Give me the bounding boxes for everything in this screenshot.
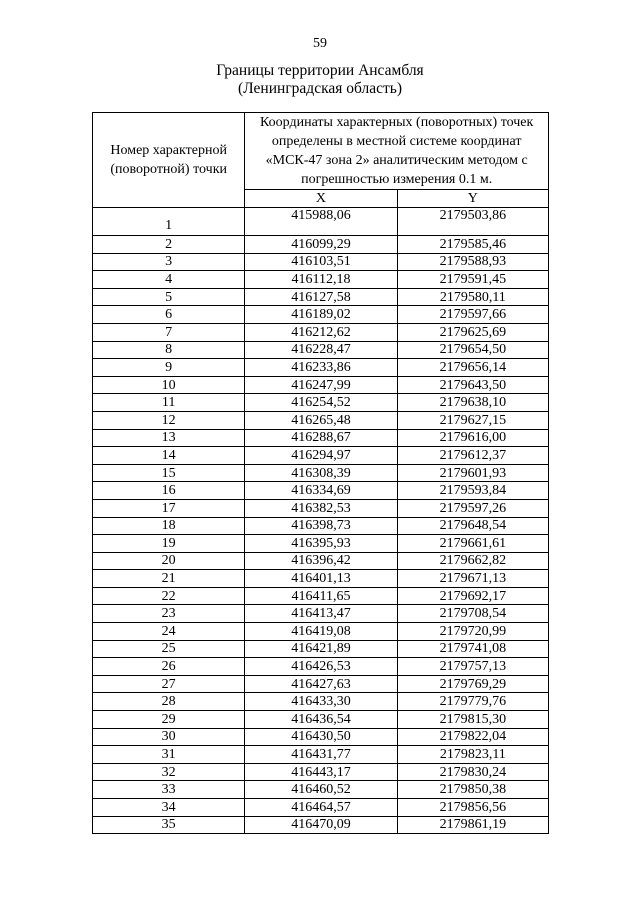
point-number-cell: 24 [93,623,245,641]
x-coordinate-cell: 416413,47 [245,605,397,623]
y-coordinate-cell: 2179830,24 [397,763,548,781]
x-coordinate-cell: 416334,69 [245,482,397,500]
table-row [93,464,549,482]
table-row [93,499,549,517]
y-coordinate-cell: 2179661,61 [397,535,548,553]
x-coordinate-cell: 416396,42 [245,552,397,570]
table-row [93,570,549,588]
point-number-cell: 7 [93,323,245,341]
y-coordinate-cell: 2179856,56 [397,799,548,817]
y-coordinate-cell: 2179627,15 [397,411,548,429]
x-coordinate-cell: 416411,65 [245,587,397,605]
x-coordinate-cell: 416426,53 [245,658,397,676]
table-row [93,394,549,412]
table-row [93,763,549,781]
x-coordinate-cell: 416228,47 [245,341,397,359]
table-row [93,711,549,729]
y-coordinate-cell: 2179823,11 [397,746,548,764]
point-number-cell: 5 [93,288,245,306]
y-coordinate-cell: 2179591,45 [397,271,548,289]
coordinates-table [92,112,549,834]
x-coordinate-cell: 416395,93 [245,535,397,553]
y-coordinate-cell: 2179656,14 [397,359,548,377]
header-x: X [245,190,397,208]
table-row [93,288,549,306]
y-coordinate-cell: 2179708,54 [397,605,548,623]
table-row [93,236,549,254]
table-row [93,482,549,500]
x-coordinate-cell: 416254,52 [245,394,397,412]
y-coordinate-cell: 2179861,19 [397,816,548,834]
table-row [93,429,549,447]
x-coordinate-cell: 416099,29 [245,236,397,254]
y-coordinate-cell: 2179662,82 [397,552,548,570]
table-row [93,447,549,465]
y-coordinate-cell: 2179815,30 [397,711,548,729]
point-number-cell: 8 [93,341,245,359]
x-coordinate-cell: 416382,53 [245,499,397,517]
table-row [93,306,549,324]
point-number-cell: 34 [93,799,245,817]
y-coordinate-cell: 2179779,76 [397,693,548,711]
x-coordinate-cell: 416127,58 [245,288,397,306]
header-point-number: Номер характерной (поворотной) точки [93,113,245,208]
table-row [93,693,549,711]
point-number-cell: 29 [93,711,245,729]
table-row [93,623,549,641]
x-coordinate-cell: 416308,39 [245,464,397,482]
table-row [93,799,549,817]
y-coordinate-cell: 2179643,50 [397,376,548,394]
x-coordinate-cell: 416265,48 [245,411,397,429]
y-coordinate-cell: 2179720,99 [397,623,548,641]
table-row [93,605,549,623]
table-row [93,535,549,553]
y-coordinate-cell: 2179850,38 [397,781,548,799]
y-coordinate-cell: 2179625,69 [397,323,548,341]
table-row [93,253,549,271]
point-number-cell: 4 [93,271,245,289]
point-number-cell: 2 [93,236,245,254]
y-coordinate-cell: 2179822,04 [397,728,548,746]
point-number-cell: 20 [93,552,245,570]
point-number-cell: 26 [93,658,245,676]
x-coordinate-cell: 416401,13 [245,570,397,588]
y-coordinate-cell: 2179597,66 [397,306,548,324]
y-coordinate-cell: 2179580,11 [397,288,548,306]
x-coordinate-cell: 416436,54 [245,711,397,729]
point-number-cell: 25 [93,640,245,658]
x-coordinate-cell: 416431,77 [245,746,397,764]
point-number-cell: 9 [93,359,245,377]
table-row [93,376,549,394]
table-header [93,113,549,208]
point-number-cell: 1 [93,208,245,236]
table-body [93,208,549,834]
x-coordinate-cell: 416247,99 [245,376,397,394]
table-row [93,341,549,359]
point-number-cell: 32 [93,763,245,781]
x-coordinate-cell: 416464,57 [245,799,397,817]
point-number-cell: 31 [93,746,245,764]
x-coordinate-cell: 416112,18 [245,271,397,289]
table-row [93,675,549,693]
point-number-cell: 35 [93,816,245,834]
y-coordinate-cell: 2179601,93 [397,464,548,482]
title-line-1: Границы территории Ансамбля [216,62,424,79]
y-coordinate-cell: 2179585,46 [397,236,548,254]
y-coordinate-cell: 2179597,26 [397,499,548,517]
x-coordinate-cell: 416427,63 [245,675,397,693]
table-row [93,323,549,341]
point-number-cell: 15 [93,464,245,482]
point-number-cell: 10 [93,376,245,394]
table-row [93,781,549,799]
y-coordinate-cell: 2179671,13 [397,570,548,588]
page-number: 59 [313,36,327,51]
y-coordinate-cell: 2179648,54 [397,517,548,535]
point-number-cell: 18 [93,517,245,535]
point-number-cell: 14 [93,447,245,465]
x-coordinate-cell: 416294,97 [245,447,397,465]
table-row [93,271,549,289]
x-coordinate-cell: 416103,51 [245,253,397,271]
table-row [93,746,549,764]
point-number-cell: 16 [93,482,245,500]
document-title [0,62,640,98]
table-row [93,658,549,676]
header-coordinates: Координаты характерных (поворотных) точек определены в местной системе координат «МСК-47 зона 2» аналитическим методом с погрешностью измерения 0.1 м. [245,113,549,190]
title-line-2: (Ленинградская область) [237,80,402,97]
x-coordinate-cell: 416398,73 [245,517,397,535]
header-y: Y [397,190,548,208]
x-coordinate-cell: 416430,50 [245,728,397,746]
x-coordinate-cell: 416433,30 [245,693,397,711]
y-coordinate-cell: 2179769,29 [397,675,548,693]
y-coordinate-cell: 2179612,37 [397,447,548,465]
y-coordinate-cell: 2179757,13 [397,658,548,676]
x-coordinate-cell: 416443,17 [245,763,397,781]
point-number-cell: 11 [93,394,245,412]
x-coordinate-cell: 416419,08 [245,623,397,641]
point-number-cell: 23 [93,605,245,623]
y-coordinate-cell: 2179616,00 [397,429,548,447]
y-coordinate-cell: 2179654,50 [397,341,548,359]
point-number-cell: 19 [93,535,245,553]
x-coordinate-cell: 416233,86 [245,359,397,377]
point-number-cell: 13 [93,429,245,447]
point-number-cell: 28 [93,693,245,711]
point-number-cell: 17 [93,499,245,517]
point-number-cell: 27 [93,675,245,693]
point-number-cell: 3 [93,253,245,271]
point-number-cell: 30 [93,728,245,746]
x-coordinate-cell: 416421,89 [245,640,397,658]
x-coordinate-cell: 416460,52 [245,781,397,799]
x-coordinate-cell: 416288,67 [245,429,397,447]
y-coordinate-cell: 2179692,17 [397,587,548,605]
x-coordinate-cell: 416189,02 [245,306,397,324]
y-coordinate-cell: 2179741,08 [397,640,548,658]
table-row [93,587,549,605]
table-row [93,208,549,236]
y-coordinate-cell: 2179503,86 [397,208,548,236]
table-row [93,816,549,834]
table-row [93,728,549,746]
y-coordinate-cell: 2179638,10 [397,394,548,412]
y-coordinate-cell: 2179593,84 [397,482,548,500]
x-coordinate-cell: 416470,09 [245,816,397,834]
table-row [93,640,549,658]
table-row [93,517,549,535]
point-number-cell: 6 [93,306,245,324]
point-number-cell: 33 [93,781,245,799]
y-coordinate-cell: 2179588,93 [397,253,548,271]
point-number-cell: 22 [93,587,245,605]
point-number-cell: 21 [93,570,245,588]
x-coordinate-cell: 415988,06 [245,208,397,236]
table-row [93,411,549,429]
x-coordinate-cell: 416212,62 [245,323,397,341]
table-row [93,552,549,570]
table-row [93,359,549,377]
point-number-cell: 12 [93,411,245,429]
